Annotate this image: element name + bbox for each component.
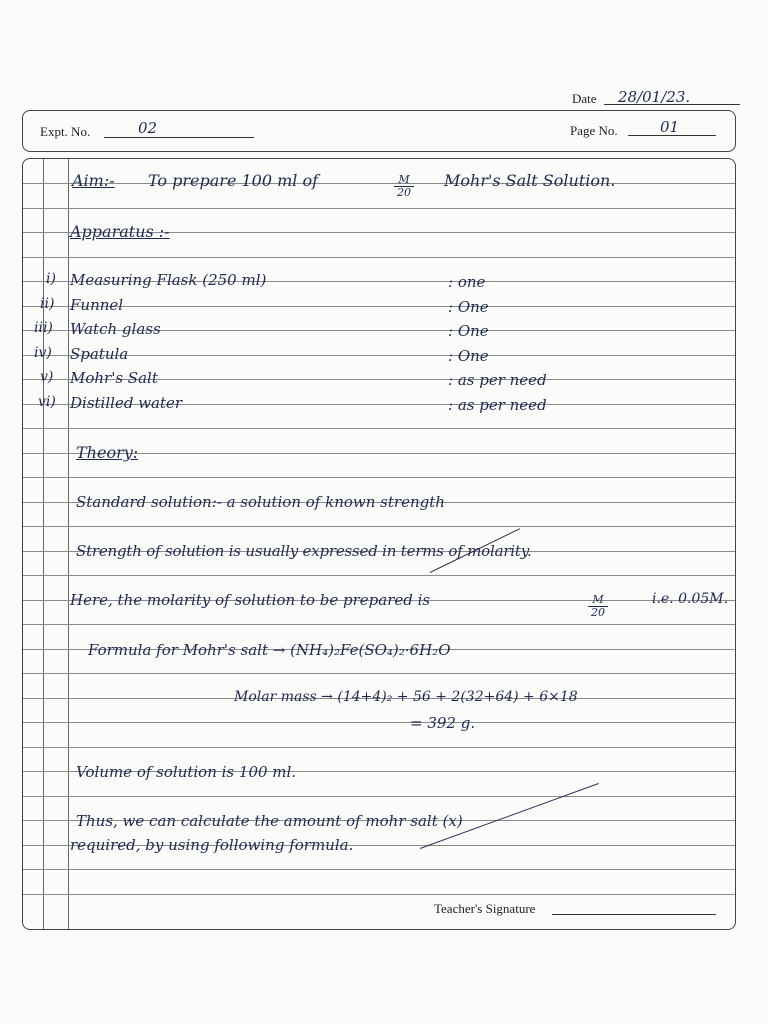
signature-line bbox=[552, 914, 716, 915]
apparatus-item-name-1: Measuring Flask (250 ml) bbox=[70, 271, 267, 289]
apparatus-item-num-4: iv) bbox=[34, 345, 52, 361]
page-no-underline bbox=[628, 135, 716, 136]
apparatus-item-num-3: iii) bbox=[34, 320, 53, 336]
theory-line-molarity-before: Here, the molarity of solution to be prepared is bbox=[70, 591, 431, 609]
aim-frac-denominator: 20 bbox=[397, 186, 411, 199]
molarity-fraction bbox=[588, 594, 608, 619]
theory-line-standard-solution: Standard solution:- a solution of known strength bbox=[76, 493, 445, 511]
theory-line-molarity-after: i.e. 0.05M. bbox=[652, 591, 729, 607]
molarity-frac-denominator: 20 bbox=[591, 606, 605, 619]
page-no-label: Page No. bbox=[570, 123, 618, 138]
molar-mass-result: = 392 g. bbox=[410, 714, 476, 732]
date-value: 28/01/23. bbox=[618, 88, 691, 106]
apparatus-item-qty-5: : as per need bbox=[448, 371, 547, 389]
aim-fraction bbox=[394, 174, 414, 199]
date-underline bbox=[604, 104, 740, 105]
apparatus-item-name-6: Distilled water bbox=[70, 394, 183, 412]
teacher-signature-label: Teacher's Signature bbox=[434, 901, 536, 916]
theory-line-strength: Strength of solution is usually expressed in terms of molarity. bbox=[76, 542, 532, 560]
apparatus-item-qty-1: : one bbox=[448, 273, 486, 291]
apparatus-item-num-1: i) bbox=[46, 271, 56, 287]
volume-line: Volume of solution is 100 ml. bbox=[76, 763, 297, 781]
apparatus-item-num-5: v) bbox=[40, 369, 54, 385]
thus-line-2: required, by using following formula. bbox=[70, 836, 354, 854]
molar-mass-line: Molar mass → (14+4)₂ + 56 + 2(32+64) + 6×18 bbox=[234, 689, 578, 705]
page-no-value: 01 bbox=[660, 118, 680, 136]
apparatus-heading: Apparatus :- bbox=[70, 222, 170, 241]
expt-no-value: 02 bbox=[138, 119, 158, 137]
expt-no-label: Expt. No. bbox=[40, 124, 91, 139]
formula-line: Formula for Mohr's salt → (NH₄)₂Fe(SO₄)₂·6H₂O bbox=[88, 641, 451, 659]
apparatus-item-name-5: Mohr's Salt bbox=[70, 369, 158, 387]
header-box bbox=[22, 110, 736, 152]
apparatus-item-qty-2: : One bbox=[448, 298, 489, 316]
apparatus-item-name-2: Funnel bbox=[70, 296, 124, 314]
aim-label: Aim:- bbox=[72, 171, 115, 190]
apparatus-item-qty-4: : One bbox=[448, 347, 489, 365]
apparatus-item-name-3: Watch glass bbox=[70, 320, 161, 338]
aim-frac-numerator: M bbox=[394, 174, 414, 187]
molarity-frac-numerator: M bbox=[588, 594, 608, 607]
apparatus-item-num-6: vi) bbox=[38, 394, 56, 410]
apparatus-item-num-2: ii) bbox=[40, 296, 55, 312]
thus-line-1: Thus, we can calculate the amount of mohr salt (x) bbox=[76, 812, 463, 830]
aim-text-before: To prepare 100 ml of bbox=[148, 171, 319, 190]
theory-heading: Theory: bbox=[76, 443, 139, 462]
margin-line-left bbox=[43, 159, 44, 929]
margin-line-right bbox=[68, 159, 69, 929]
apparatus-item-qty-3: : One bbox=[448, 322, 489, 340]
expt-no-underline bbox=[104, 137, 254, 138]
aim-text-after: Mohr's Salt Solution. bbox=[444, 171, 616, 190]
date-label: Date bbox=[572, 91, 597, 106]
apparatus-item-qty-6: : as per need bbox=[448, 396, 547, 414]
apparatus-item-name-4: Spatula bbox=[70, 345, 129, 363]
